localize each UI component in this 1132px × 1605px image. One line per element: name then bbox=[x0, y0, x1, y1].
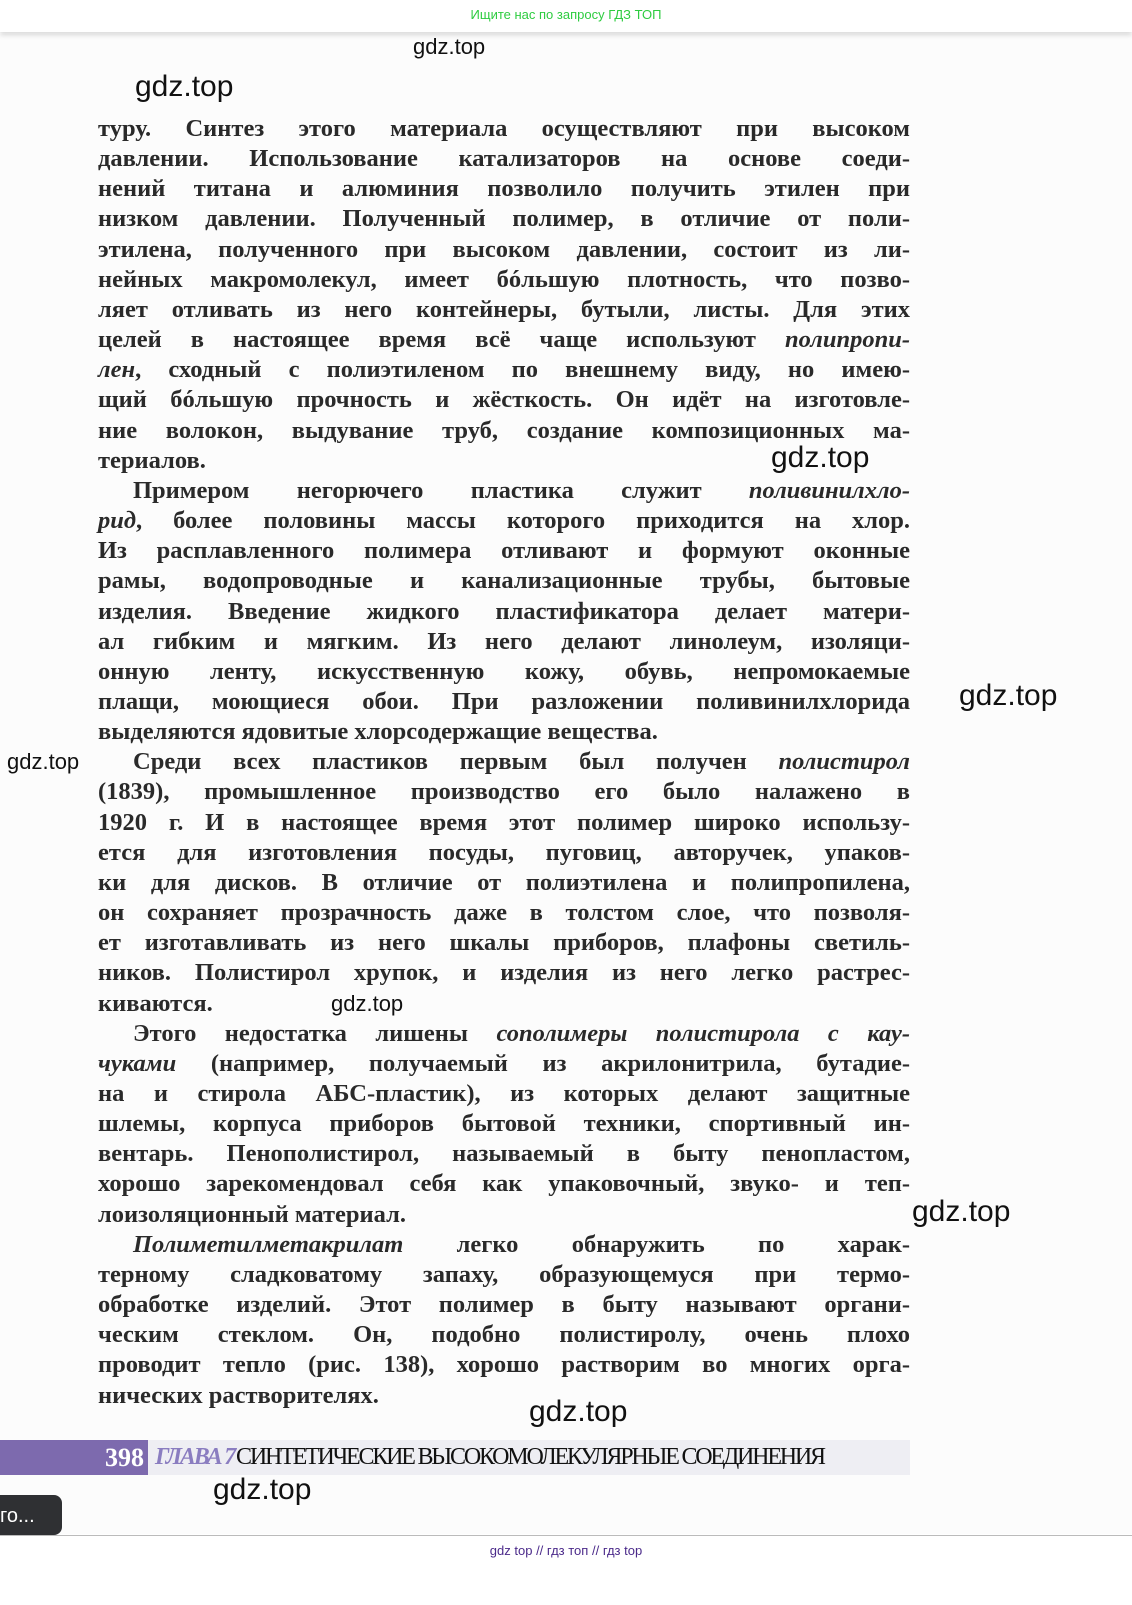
text-line bbox=[98, 1381, 910, 1411]
footer-link[interactable]: gdz top bbox=[489, 1543, 533, 1558]
text-line bbox=[98, 1230, 910, 1260]
footer-link[interactable]: гдз top bbox=[602, 1543, 643, 1558]
emphasized-term: чуками bbox=[98, 1049, 177, 1077]
text-segment: ников. Полистирол хрупок, и изделия из него легко растрес- bbox=[98, 959, 910, 987]
text-line bbox=[98, 1049, 910, 1079]
chapter-title: СИНТЕТИЧЕСКИЕ ВЫСОКОМОЛЕКУЛЯРНЫЕ СОЕДИНЕНИЯ bbox=[236, 1444, 824, 1470]
text-line bbox=[98, 717, 910, 747]
text-line bbox=[98, 1139, 910, 1169]
footer-link[interactable]: гдз топ bbox=[546, 1543, 589, 1558]
text-segment: щий бóльшую прочность и жёсткость. Он идёт на изготовле- bbox=[98, 386, 910, 414]
text-line bbox=[98, 235, 910, 265]
watermark: gdz.top bbox=[959, 679, 1058, 712]
text-segment: на и стирола АБС-пластик), из которых делают защитные bbox=[98, 1080, 910, 1107]
text-segment: терному сладковатому запаху, образующемуся при термо- bbox=[98, 1260, 910, 1288]
watermark: gdz.top bbox=[213, 1473, 312, 1506]
text-line bbox=[98, 1109, 910, 1139]
footer-separator: // bbox=[536, 1543, 544, 1558]
text-segment: ет изготавливать из него шкалы приборов, плафоны светиль- bbox=[98, 929, 910, 957]
emphasized-term: лен bbox=[98, 356, 136, 384]
text-line bbox=[98, 295, 910, 325]
text-segment: ляет отливать из него контейнеры, бутыли, листы. Для этих bbox=[98, 295, 910, 323]
text-line bbox=[98, 385, 910, 415]
text-line bbox=[98, 1200, 910, 1230]
text-segment: ние волокон, выдувание труб, создание композиционных ма- bbox=[98, 416, 910, 444]
text-segment: низком давлении. Полученный полимер, в отличие от поли- bbox=[98, 205, 910, 233]
text-line bbox=[98, 536, 910, 566]
footer-links bbox=[0, 1543, 1132, 1558]
page-footer-band bbox=[0, 1440, 910, 1475]
text-line bbox=[98, 1019, 910, 1049]
emphasized-term: полистирол bbox=[778, 748, 910, 776]
text-segment: 1920 г. И в настоящее время этот полимер широко использу- bbox=[98, 808, 910, 836]
text-segment: туру. Синтез этого материала осуществляют при высоком bbox=[98, 115, 910, 142]
text-line bbox=[98, 627, 910, 657]
text-segment: вентарь. Пенополистирол, называемый в быту пенопластом, bbox=[98, 1140, 910, 1168]
text-line bbox=[98, 114, 910, 144]
text-segment: этилена, полученного при высоком давлении, состоит из ли- bbox=[98, 235, 910, 263]
text-line bbox=[98, 597, 910, 627]
text-line bbox=[98, 506, 910, 536]
top-banner bbox=[0, 0, 1132, 32]
footer-separator: // bbox=[591, 1543, 600, 1558]
text-line bbox=[98, 204, 910, 234]
text-segment: нейных макромолекул, имеет бóльшую плотность, что позво- bbox=[98, 265, 910, 293]
page-number: 398 bbox=[0, 1440, 148, 1475]
text-segment: хорошо зарекомендовал себя как упаковочный, звуко- и теп- bbox=[98, 1170, 910, 1198]
banner-text: Ищите нас по запросу ГДЗ ТОП bbox=[470, 7, 662, 22]
text-segment: ал гибким и мягким. Из него делают линолеум, изоляци- bbox=[98, 627, 910, 655]
floating-button[interactable]: го... bbox=[0, 1495, 62, 1535]
text-segment: Примером негорючего пластика служит bbox=[133, 476, 749, 504]
text-line bbox=[98, 747, 910, 777]
watermark: gdz.top bbox=[912, 1195, 1011, 1228]
watermark: gdz.top bbox=[135, 70, 234, 103]
divider bbox=[0, 1535, 1132, 1536]
text-line bbox=[98, 777, 910, 807]
text-segment: давлении. Использование катализаторов на основе соеди- bbox=[98, 145, 910, 173]
text-line bbox=[98, 687, 910, 717]
text-line bbox=[98, 144, 910, 174]
text-segment: (1839), промышленное производство его было налажено в bbox=[98, 778, 910, 806]
text-segment: шлемы, корпуса приборов бытовой техники, спортивный ин- bbox=[98, 1110, 910, 1138]
emphasized-term: поливинилхло- bbox=[748, 476, 910, 504]
text-segment: ки для дисков. В отличие от полиэтилена и полипропилена, bbox=[98, 868, 910, 896]
text-line bbox=[98, 1320, 910, 1350]
text-segment: Среди всех пластиков первым был получен bbox=[133, 748, 779, 776]
text-line bbox=[98, 355, 910, 385]
text-segment: лоизоляционный материал. bbox=[98, 1200, 406, 1228]
watermark: gdz.top bbox=[771, 441, 870, 474]
chapter-label: ГЛАВА 7 bbox=[155, 1444, 235, 1470]
text-segment: Этого недостатка лишены bbox=[133, 1019, 497, 1047]
text-segment: целей в настоящее время всё чаще используют bbox=[98, 326, 785, 354]
text-line bbox=[98, 868, 910, 898]
text-line bbox=[98, 1350, 910, 1380]
text-line bbox=[98, 1079, 910, 1109]
emphasized-term: сополимеры полистирола с кау- bbox=[496, 1019, 910, 1047]
text-segment: нений титана и алюминия позволило получить этилен при bbox=[98, 175, 910, 203]
text-line bbox=[98, 958, 910, 988]
watermark: gdz.top bbox=[331, 991, 404, 1016]
emphasized-term: рид bbox=[98, 507, 137, 535]
text-line bbox=[98, 1169, 910, 1199]
text-line bbox=[98, 898, 910, 928]
text-segment: выделяются ядовитые хлорсодержащие вещества. bbox=[98, 718, 658, 746]
emphasized-term: Полиметилметакрилат bbox=[133, 1230, 404, 1258]
text-segment: киваются. bbox=[98, 989, 213, 1017]
text-line bbox=[98, 928, 910, 958]
text-line bbox=[98, 989, 910, 1019]
text-line bbox=[98, 1290, 910, 1320]
text-segment: , сходный с полиэтиленом по внешнему виду, но имею- bbox=[135, 356, 910, 384]
text-segment: ческим стеклом. Он, подобно полистиролу, очень плохо bbox=[98, 1321, 910, 1349]
text-segment: рамы, водопроводные и канализационные трубы, бытовые bbox=[98, 567, 910, 595]
watermark: gdz.top bbox=[7, 749, 80, 774]
watermark: gdz.top bbox=[529, 1395, 628, 1428]
text-segment: ется для изготовления посуды, пуговиц, авторучек, упаков- bbox=[98, 838, 910, 866]
text-segment: онную ленту, искусственную кожу, обувь, непромокаемые bbox=[98, 657, 910, 685]
text-segment: плащи, моющиеся обои. При разложении поливинилхлорида bbox=[98, 687, 910, 715]
text-line bbox=[98, 174, 910, 204]
text-line bbox=[98, 657, 910, 687]
watermark: gdz.top bbox=[413, 34, 486, 59]
text-segment: изделия. Введение жидкого пластификатора делает матери- bbox=[98, 597, 910, 625]
text-line bbox=[98, 566, 910, 596]
text-segment: , более половины массы которого приходится на хлор. bbox=[136, 507, 910, 535]
running-title bbox=[155, 1440, 824, 1475]
text-segment: нических растворителях. bbox=[98, 1381, 379, 1409]
text-segment: легко обнаружить по харак- bbox=[403, 1230, 910, 1258]
page-body bbox=[98, 114, 910, 1411]
text-line bbox=[98, 476, 910, 506]
text-segment: он сохраняет прозрачность даже в толстом слое, что позволя- bbox=[98, 899, 910, 927]
emphasized-term: полипропи- bbox=[784, 326, 910, 354]
text-segment: обработке изделий. Этот полимер в быту называют органи- bbox=[98, 1291, 910, 1319]
text-line bbox=[98, 325, 910, 355]
text-segment: проводит тепло (рис. 138), хорошо растворим во многих орга- bbox=[98, 1351, 910, 1379]
text-segment: териалов. bbox=[98, 446, 206, 474]
text-line bbox=[98, 1260, 910, 1290]
text-line bbox=[98, 838, 910, 868]
text-line bbox=[98, 265, 910, 295]
text-segment: Из расплавленного полимера отливают и формуют оконные bbox=[98, 537, 910, 565]
text-segment: (например, получаемый из акрилонитрила, бутадие- bbox=[176, 1049, 910, 1077]
text-line bbox=[98, 808, 910, 838]
